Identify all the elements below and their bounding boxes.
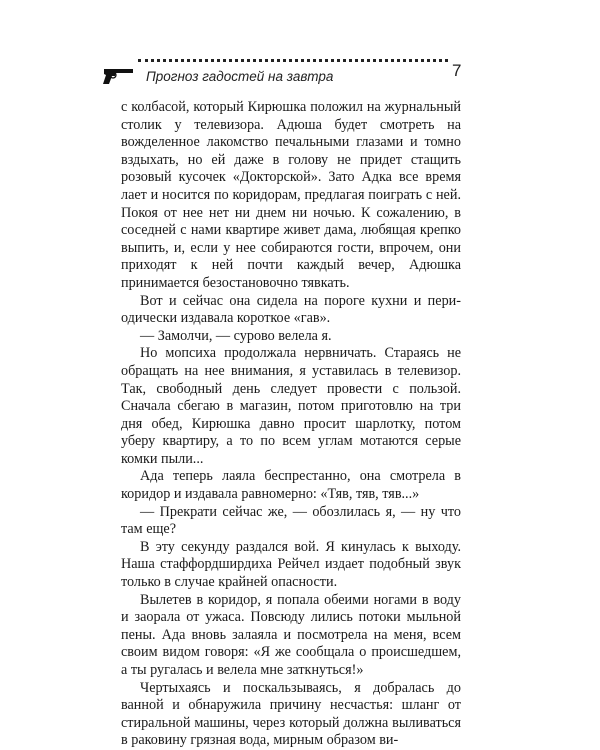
paragraph: Ада теперь лаяла беспрестанно, она смотрела в коридор и издавала равномерно: «Тяв, тяв, тяв...» (121, 468, 461, 503)
body-text (121, 99, 461, 750)
paragraph: с колбасой, который Кирюшка положил на журнальный столик у телевизора. Адюша будет смотреть на вожделенное лакомство печальными глазами и томно вздыхать, но ей даже в голову не придет стащить розовый кусочек «Докторской». Зато Адка все время лает и носится по коридорам, предлагая поиграть с ней. Покоя от нее нет ни днем ни ночью. К сожалению, в соседней с нами квартире живет дама, любящая крепко выпить, и, если у нее собираются гости, впрочем, они приходят к ней почти каждый вечер, Адюшка принимается безостановочно тявкать. (121, 99, 461, 291)
paragraph: — Замолчи, — сурово велела я. (140, 327, 332, 344)
running-header (102, 58, 466, 90)
paragraph: Чертыхаясь и поскальзываясь, я добралась до ванной и обнаружила причину несчастья: шланг от стиральной машины, через который должна выливаться в раковину грязная вода, мирным образом ви- (121, 679, 461, 749)
paragraph: В эту секунду раздался вой. Я кинулась к выходу. Наша стаффордширдиха Рейчел издает подобный звук только в случае крайней опасности. (121, 538, 461, 591)
header-dotted-rule (138, 59, 448, 62)
page-number: 7 (452, 61, 462, 80)
paragraph: Вот и сейчас она сидела на пороге кухни и периодически издавала короткое «гав». (121, 292, 461, 327)
paragraph: Вылетев в коридор, я попала обеими ногами в воду и заорала от ужаса. Повсюду лились потоки мыльной пены. Ада вновь залаяла и посмотрела на меня, всем своим видом говоря: «Я же сообщала о происшедшем, а ты ругалась и велела мне заткнуться!» (121, 591, 461, 678)
running-title: Прогноз гадостей на завтра (146, 69, 334, 84)
revolver-icon (102, 66, 136, 86)
paragraph: — Прекрати сейчас же, — обозлилась я, — ну что там еще? (121, 503, 461, 538)
paragraph: Но мопсиха продолжала нервничать. Стараясь не обращать на нее внимания, я уставилась в телевизор. Так, свободный день следует провести с пользой. Сначала сбегаю в магазин, потом приготовлю на три дня обед, Кирюшка давно просит шарлотку, потом уберу квартиру, а то по всем углам мотаются серые комки пыли... (121, 345, 461, 467)
